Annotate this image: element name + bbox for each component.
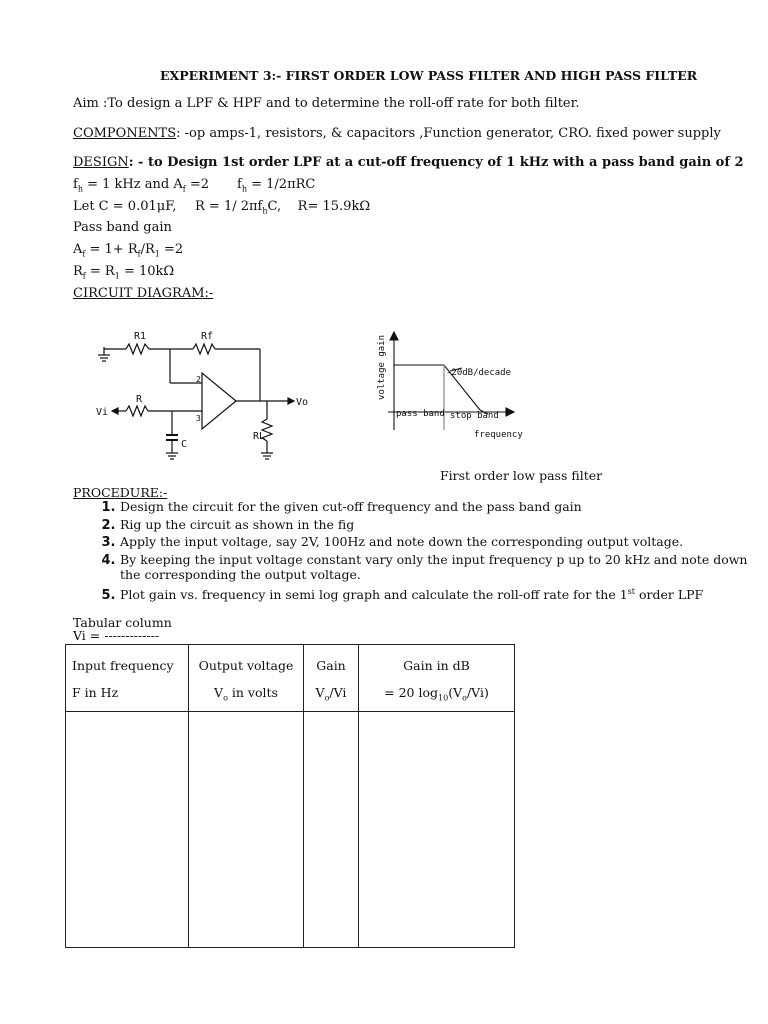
fh-value: 1 bbox=[102, 177, 111, 192]
procedure-step: 3. Apply the input voltage, say 2V, 100Hz and note down the corresponding output voltage. bbox=[120, 534, 760, 549]
r-resistor bbox=[126, 406, 148, 416]
col2-line2-wrap: $V_o$ in volts bbox=[214, 685, 278, 703]
equation-line-4: $R_f = R_1 = 10k\Omega$ bbox=[73, 264, 175, 281]
vi-line: Vi = ------------- bbox=[73, 628, 160, 643]
table-cell bbox=[359, 712, 515, 948]
r-value: 15.9kΩ bbox=[322, 199, 371, 214]
readings-table bbox=[65, 644, 515, 948]
col4-line1: Gain in dB bbox=[403, 658, 470, 673]
r1-label: R1 bbox=[134, 331, 147, 342]
equation-line-2b: R = 1/ $2\pi f_hC$, R= 15.9kΩ bbox=[195, 199, 371, 216]
page-title: EXPERIMENT 3:- FIRST ORDER LOW PASS FILTER AND HIGH PASS FILTER bbox=[160, 68, 698, 83]
aim-text: Aim :To design a LPF & HPF and to determine the roll-off rate for both filter. bbox=[73, 96, 580, 111]
table-cell bbox=[66, 712, 189, 948]
col4-line2b: /Vi) bbox=[466, 685, 489, 700]
frequency-axis-label: frequency bbox=[474, 430, 523, 440]
step5-pre: Plot gain vs. frequency in semi log graph and calculate the roll-off rate for the 1 bbox=[120, 587, 628, 603]
header-cell bbox=[189, 645, 304, 712]
procedure-step: 1. Design the circuit for the given cut-off frequency and the pass band gain bbox=[120, 499, 760, 514]
slope-label: -20dB/decade bbox=[446, 368, 512, 378]
r-formula: 1/ 2πf bbox=[223, 199, 263, 214]
col4-line2-wrap: = 20 $\log_{10}(V_o/Vi)$ bbox=[384, 685, 489, 703]
col1-line2: F in Hz bbox=[72, 685, 119, 700]
noninverting-pin-label: 3 bbox=[196, 414, 201, 423]
procedure-step: 2. Rig up the circuit as shown in the fig bbox=[120, 517, 760, 532]
design-label: DESIGN bbox=[73, 155, 129, 170]
rf-resistor bbox=[193, 344, 215, 354]
components-text: : -op amps-1, resistors, & capacitors ,Function generator, CRO. fixed power supply bbox=[176, 126, 721, 141]
header-cell bbox=[359, 645, 515, 712]
col3-line1: Gain bbox=[316, 658, 346, 673]
col3-line2: /Vi bbox=[329, 685, 347, 700]
procedure-list bbox=[73, 499, 760, 605]
design-text: : - to Design 1st order LPF at a cut-off frequency of 1 kHz with a pass band gain of 2 bbox=[128, 155, 744, 170]
vi-label: Vi bbox=[96, 407, 109, 418]
col1-line1: Input frequency bbox=[72, 658, 174, 673]
opamp-symbol bbox=[202, 373, 236, 429]
af-formula: 1+ R bbox=[104, 242, 138, 257]
step5-post: order LPF bbox=[635, 587, 704, 603]
rf-value: 10kΩ bbox=[138, 264, 175, 279]
components-label: COMPONENTS bbox=[73, 126, 177, 141]
header-cell bbox=[66, 645, 189, 712]
equation-line-2: Let C = 0.01μF, bbox=[73, 199, 177, 214]
procedure-heading: PROCEDURE:- bbox=[73, 485, 168, 500]
header-cell bbox=[304, 645, 359, 712]
pass-band-gain-label: Pass band gain bbox=[73, 220, 172, 235]
table-header-row bbox=[66, 645, 515, 712]
r1-resistor bbox=[126, 344, 149, 354]
af-value: 2 bbox=[200, 177, 209, 192]
vo-label: Vo bbox=[296, 397, 309, 408]
pass-band-label: pass band bbox=[396, 409, 445, 419]
fh-formula: 1/2πRC bbox=[266, 177, 316, 192]
table-body-row bbox=[66, 712, 515, 948]
step5-sup: st bbox=[627, 587, 635, 596]
c-value: 0.01μF bbox=[127, 199, 173, 214]
figure-caption: First order low pass filter bbox=[440, 468, 603, 483]
col4-line2: = 20 log bbox=[384, 685, 439, 700]
r-label: R bbox=[136, 394, 143, 405]
equation-line-1b: $f_h = 1/2\pi RC$ bbox=[237, 177, 316, 194]
equation-line-1: $f_h = 1$ kHz and $A_f =2$ bbox=[73, 177, 209, 194]
col2-line2: in volts bbox=[231, 685, 278, 700]
frequency-response-graph bbox=[368, 330, 548, 445]
procedure-step: 4. By keeping the input voltage constant vary only the input frequency p up to 20 kHz and note down the corresponding the output voltage. bbox=[120, 552, 760, 582]
table-cell bbox=[189, 712, 304, 948]
lpf-circuit-diagram bbox=[90, 325, 320, 465]
design-line bbox=[73, 155, 744, 170]
af-result: =2 bbox=[164, 242, 184, 257]
voltage-gain-axis-label: voltage gain bbox=[377, 334, 387, 400]
stop-band-label: stop band bbox=[450, 411, 499, 421]
col3-line2-wrap: $V_o/Vi$ bbox=[315, 685, 347, 703]
rl-label: RL bbox=[253, 431, 266, 442]
procedure-step bbox=[120, 584, 760, 602]
circuit-heading: CIRCUIT DIAGRAM:- bbox=[73, 286, 214, 301]
tabular-heading: Tabular column bbox=[73, 615, 172, 630]
table-cell bbox=[304, 712, 359, 948]
equation-line-3: $A_f = 1+ R_f/R_1 =2$ bbox=[73, 242, 184, 259]
col2-line1: Output voltage bbox=[198, 658, 294, 673]
c-label: C bbox=[181, 439, 188, 450]
rf-label: Rf bbox=[201, 331, 214, 342]
components-line bbox=[73, 126, 721, 141]
inverting-pin-label: 2 bbox=[196, 375, 201, 384]
